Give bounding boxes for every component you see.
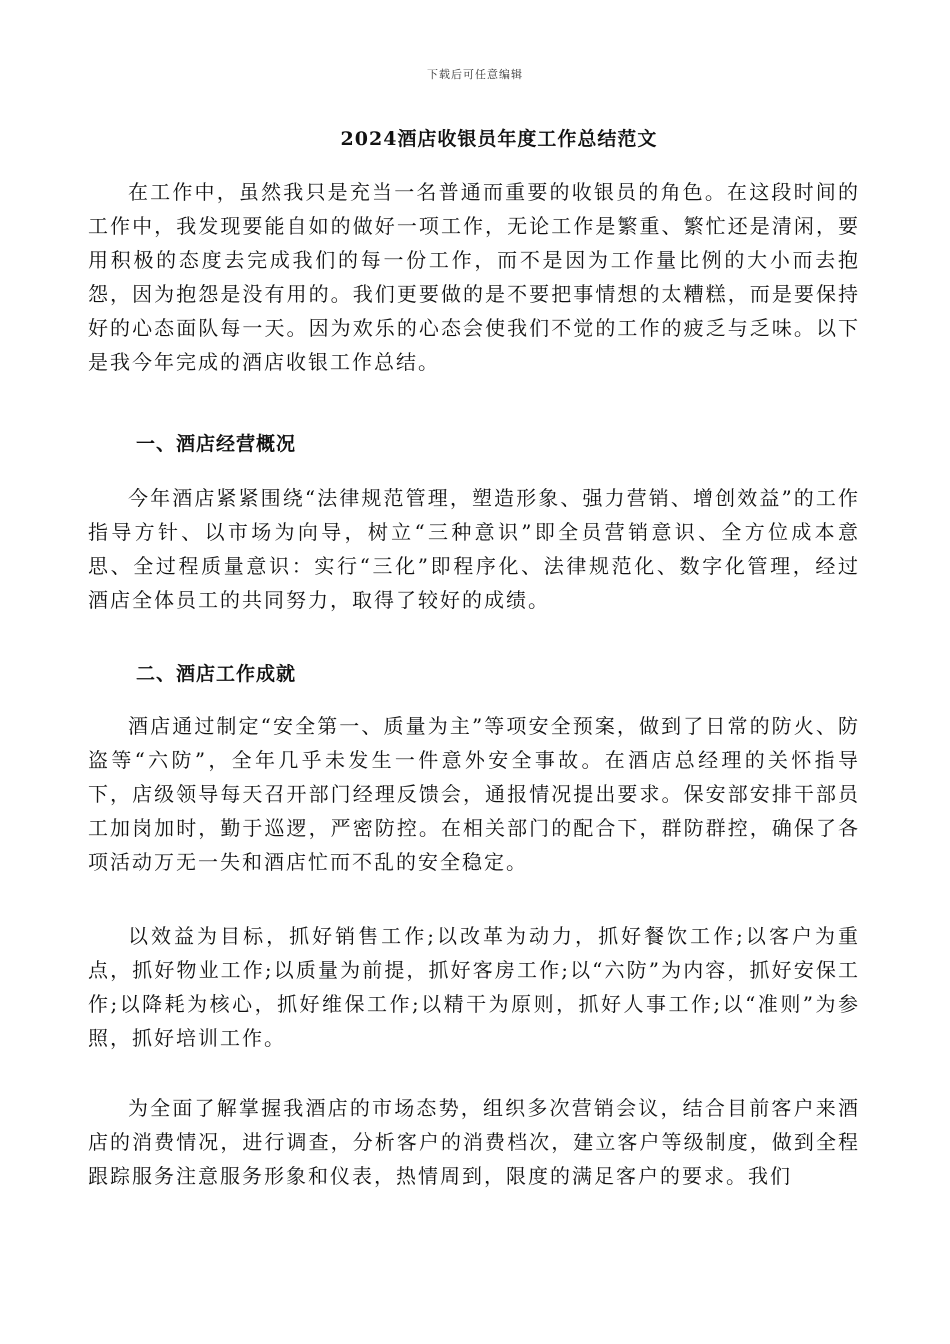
safety-paragraph: 酒店通过制定“安全第一、质量为主”等项安全预案，做到了日常的防火、防盗等“六防”，全年几乎未发生一件意外安全事故。在酒店总经理的关怀指导下，店级领导每天召开部门经理反馈会，通报情况提出要求。保安部安排干部员工加岗加时，勤于巡逻，严密防控。在相关部门的配合下，群防群控，确保了各项活动万无一失和酒店忙而不乱的安全稳定。	[88, 714, 860, 874]
intro-paragraph: 在工作中，虽然我只是充当一名普通而重要的收银员的角色。在这段时间的工作中，我发现要能自如的做好一项工作，无论工作是繁重、繁忙还是清闲，要用积极的态度去完成我们的每一份工作，而不是因为工作量比例的大小而去抱怨，因为抱怨是没有用的。我们更要做的是不要把事情想的太糟糕，而是要保持好的心态面队每一天。因为欢乐的心态会使我们不觉的工作的疲乏与乏味。以下是我今年完成的酒店收银工作总结。	[88, 180, 860, 374]
marketing-paragraph: 为全面了解掌握我酒店的市场态势，组织多次营销会议，结合目前客户来酒店的消费情况，进行调查，分析客户的消费档次，建立客户等级制度，做到全程跟踪服务注意服务形象和仪表，热情周到，限度的满足客户的要求。我们	[88, 1096, 860, 1188]
goals-paragraph: 以效益为目标，抓好销售工作;以改革为动力，抓好餐饮工作;以客户为重点，抓好物业工作;以质量为前提，抓好客房工作;以“六防”为内容，抓好安保工作;以降耗为核心，抓好维保工作;以精干为原则，抓好人事工作;以“准则”为参照，抓好培训工作。	[88, 924, 860, 1050]
section-heading-operations: 一、酒店经营概况	[136, 433, 297, 455]
section-heading-achievements: 二、酒店工作成就	[136, 663, 297, 685]
document-title: 2024酒店收银员年度工作总结范文	[340, 128, 658, 150]
header-note: 下载后可任意编辑	[427, 68, 523, 81]
operations-paragraph: 今年酒店紧紧围绕“法律规范管理，塑造形象、强力营销、增创效益”的工作指导方针、以市场为向导，树立“三种意识”即全员营销意识、全方位成本意思、全过程质量意识：实行“三化”即程序化、法律规范化、数字化管理，经过酒店全体员工的共同努力，取得了较好的成绩。	[88, 486, 860, 612]
